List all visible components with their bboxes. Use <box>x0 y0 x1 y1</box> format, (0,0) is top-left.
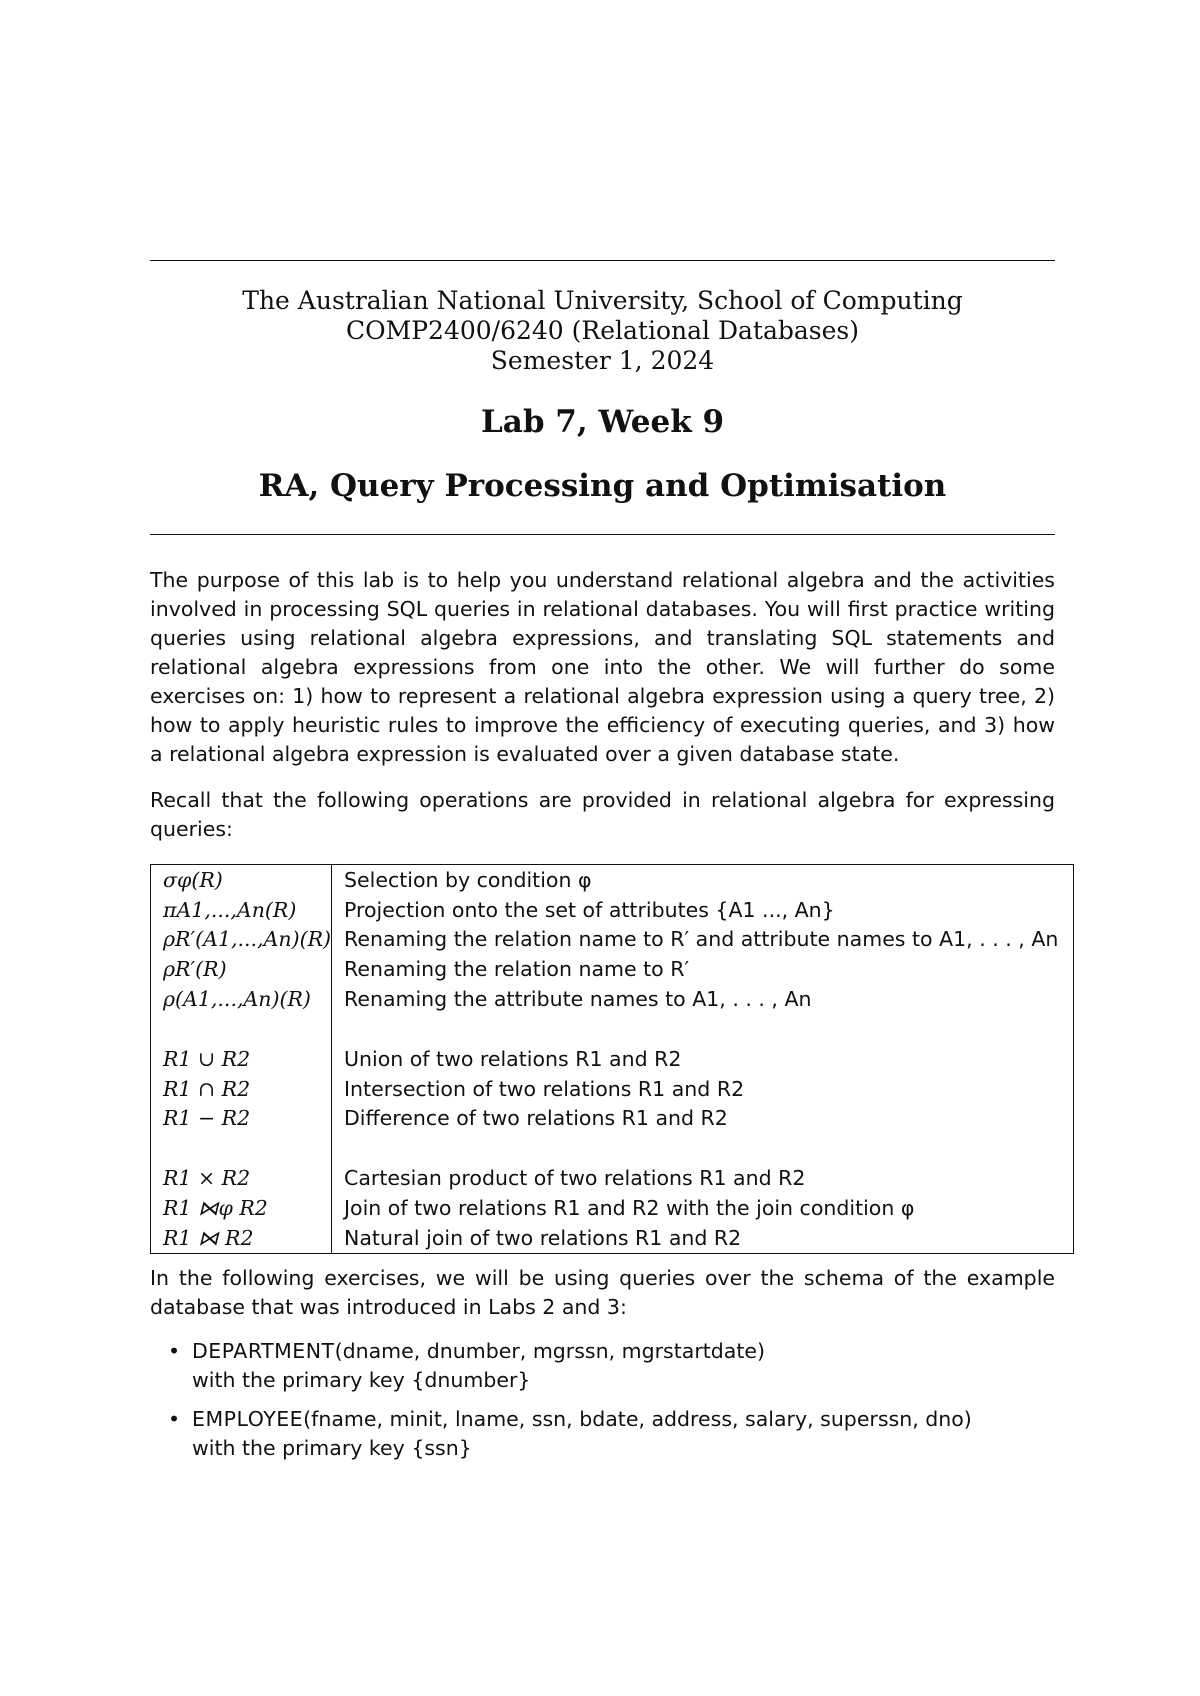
relation-attributes: (fname, minit, lname, ssn, bdate, address, salary, superssn, dno) <box>303 1407 972 1431</box>
op-expression: σφ(R) <box>151 865 332 895</box>
relation-attributes: (dname, dnumber, mgrssn, mgrstartdate) <box>334 1339 766 1363</box>
bottom-rule <box>150 534 1055 535</box>
course-line: COMP2400/6240 (Relational Databases) <box>346 316 859 345</box>
op-description: Difference of two relations R1 and R2 <box>344 1106 728 1131</box>
table-spacer <box>151 1133 1074 1163</box>
op-description: Renaming the relation name to R′ and attribute names to A1, . . . , An <box>344 927 1059 952</box>
op-description: Cartesian product of two relations R1 and R2 <box>344 1166 806 1191</box>
document-header <box>150 286 1055 504</box>
table-row <box>151 1044 1074 1074</box>
list-item <box>150 1405 1055 1463</box>
table-row <box>151 865 1074 895</box>
bullet-icon: • <box>168 1339 181 1363</box>
op-description: Renaming the attribute names to A1, . . . , An <box>344 987 812 1012</box>
table-row <box>151 1163 1074 1193</box>
op-expression: ρR′(R) <box>151 954 332 984</box>
primary-key-line: with the primary key {dnumber} <box>192 1368 531 1392</box>
op-description: Union of two relations R1 and R2 <box>344 1046 682 1071</box>
op-expression: R1 ⋈ R2 <box>151 1223 332 1253</box>
op-expression: R1 × R2 <box>151 1163 332 1193</box>
spacer-cell <box>151 1133 332 1163</box>
op-description: Natural join of two relations R1 and R2 <box>344 1225 742 1250</box>
op-expression: ρR′(A1,...,An)(R) <box>151 925 332 955</box>
op-expression: R1 − R2 <box>151 1104 332 1134</box>
exercises-intro: In the following exercises, we will be using queries over the schema of the example database that was introduced in Labs 2 and 3: <box>150 1266 1055 1319</box>
op-expression: R1 ∩ R2 <box>151 1074 332 1104</box>
relation-name: EMPLOYEE <box>192 1407 304 1431</box>
lab-title: Lab 7, Week 9 <box>480 404 725 440</box>
op-description: Projection onto the set of attributes {A1 ..., An} <box>344 897 835 922</box>
spacer-cell <box>332 1133 1074 1163</box>
op-description: Selection by condition φ <box>344 867 592 892</box>
schema-list <box>150 1337 1055 1473</box>
spacer-cell <box>332 1014 1074 1044</box>
table-spacer <box>151 1014 1074 1044</box>
table-row <box>151 1223 1074 1253</box>
table-row <box>151 925 1074 955</box>
op-expression: R1 ⋈φ R2 <box>151 1193 332 1223</box>
table-row <box>151 1104 1074 1134</box>
primary-key-line: with the primary key {ssn} <box>192 1436 472 1460</box>
list-item <box>150 1337 1055 1395</box>
op-expression: πA1,...,An(R) <box>151 895 332 925</box>
relation-name: DEPARTMENT <box>192 1339 335 1363</box>
lab-subtitle: RA, Query Processing and Optimisation <box>258 468 947 504</box>
recall-paragraph: Recall that the following operations are provided in relational algebra for expressing queries: <box>150 788 1055 841</box>
table-row <box>151 895 1074 925</box>
table-row <box>151 1193 1074 1223</box>
table-row <box>151 1074 1074 1104</box>
operations-table <box>150 864 1074 1254</box>
op-description: Renaming the relation name to R′ <box>344 957 690 982</box>
op-description: Join of two relations R1 and R2 with the join condition φ <box>344 1196 915 1221</box>
spacer-cell <box>151 1014 332 1044</box>
table-row <box>151 984 1074 1014</box>
university-line: The Australian National University, School of Computing <box>242 286 963 315</box>
top-rule <box>150 260 1055 261</box>
op-expression: R1 ∪ R2 <box>151 1044 332 1074</box>
op-expression: ρ(A1,...,An)(R) <box>151 984 332 1014</box>
bullet-icon: • <box>168 1407 181 1431</box>
intro-paragraph: The purpose of this lab is to help you understand relational algebra and the activities involved in processing SQL queries in relational databases. You will first practice writing queries using relational algebra expressions, and translating SQL statements and relational algebra expressions from one into the other. We will further do some exercises on: 1) how to represent a relational algebra expression using a query tree, 2) how to apply heuristic rules to improve the efficiency of executing queries, and 3) how a relational algebra expression is evaluated over a given database state. <box>150 568 1055 766</box>
op-description: Intersection of two relations R1 and R2 <box>344 1076 745 1101</box>
semester-line: Semester 1, 2024 <box>490 346 715 375</box>
table-row <box>151 954 1074 984</box>
